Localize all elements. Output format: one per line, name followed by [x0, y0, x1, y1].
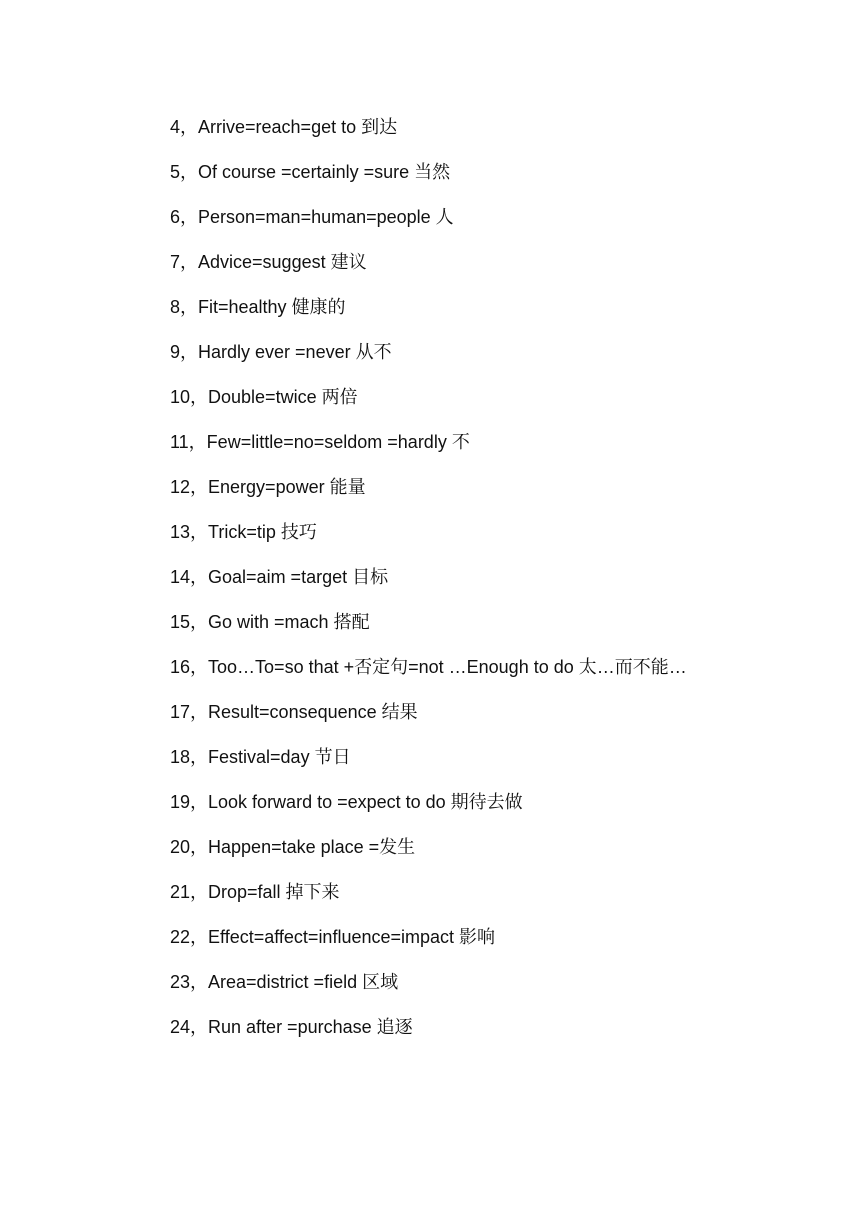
- vocab-entry: 12，Energy=power 能量: [170, 477, 366, 497]
- vocab-entry: 23，Area=district =field 区域: [170, 972, 399, 992]
- vocab-entry: 4，Arrive=reach=get to 到达: [170, 117, 398, 137]
- vocab-entry: 21，Drop=fall 掉下来: [170, 882, 340, 902]
- vocab-entry: 9，Hardly ever =never 从不: [170, 342, 392, 362]
- vocabulary-list: [170, 113, 810, 1058]
- vocab-entry: 19，Look forward to =expect to do 期待去做: [170, 792, 523, 812]
- vocab-entry: 17，Result=consequence 结果: [170, 702, 418, 722]
- vocab-entry: 10，Double=twice 两倍: [170, 387, 358, 407]
- vocab-entry: 20，Happen=take place =发生: [170, 837, 416, 857]
- vocab-entry: 14，Goal=aim =target 目标: [170, 567, 389, 587]
- vocab-entry: 8，Fit=healthy 健康的: [170, 297, 346, 317]
- vocab-entry: 5，Of course =certainly =sure 当然: [170, 162, 451, 182]
- vocab-entry: 13，Trick=tip 技巧: [170, 522, 317, 542]
- vocab-entry: 24，Run after =purchase 追逐: [170, 1017, 413, 1037]
- vocab-entry: 6，Person=man=human=people 人: [170, 207, 454, 227]
- vocab-entry: 16，Too…To=so that +否定句=not …Enough to do 太…而不能…: [170, 657, 687, 677]
- vocab-entry: 22，Effect=affect=influence=impact 影响: [170, 927, 496, 947]
- vocab-entry: 11，Few=little=no=seldom =hardly 不: [170, 432, 470, 452]
- vocab-entry: 7，Advice=suggest 建议: [170, 252, 367, 272]
- vocab-entry: 18，Festival=day 节日: [170, 747, 351, 767]
- vocab-entry: 15，Go with =mach 搭配: [170, 612, 370, 632]
